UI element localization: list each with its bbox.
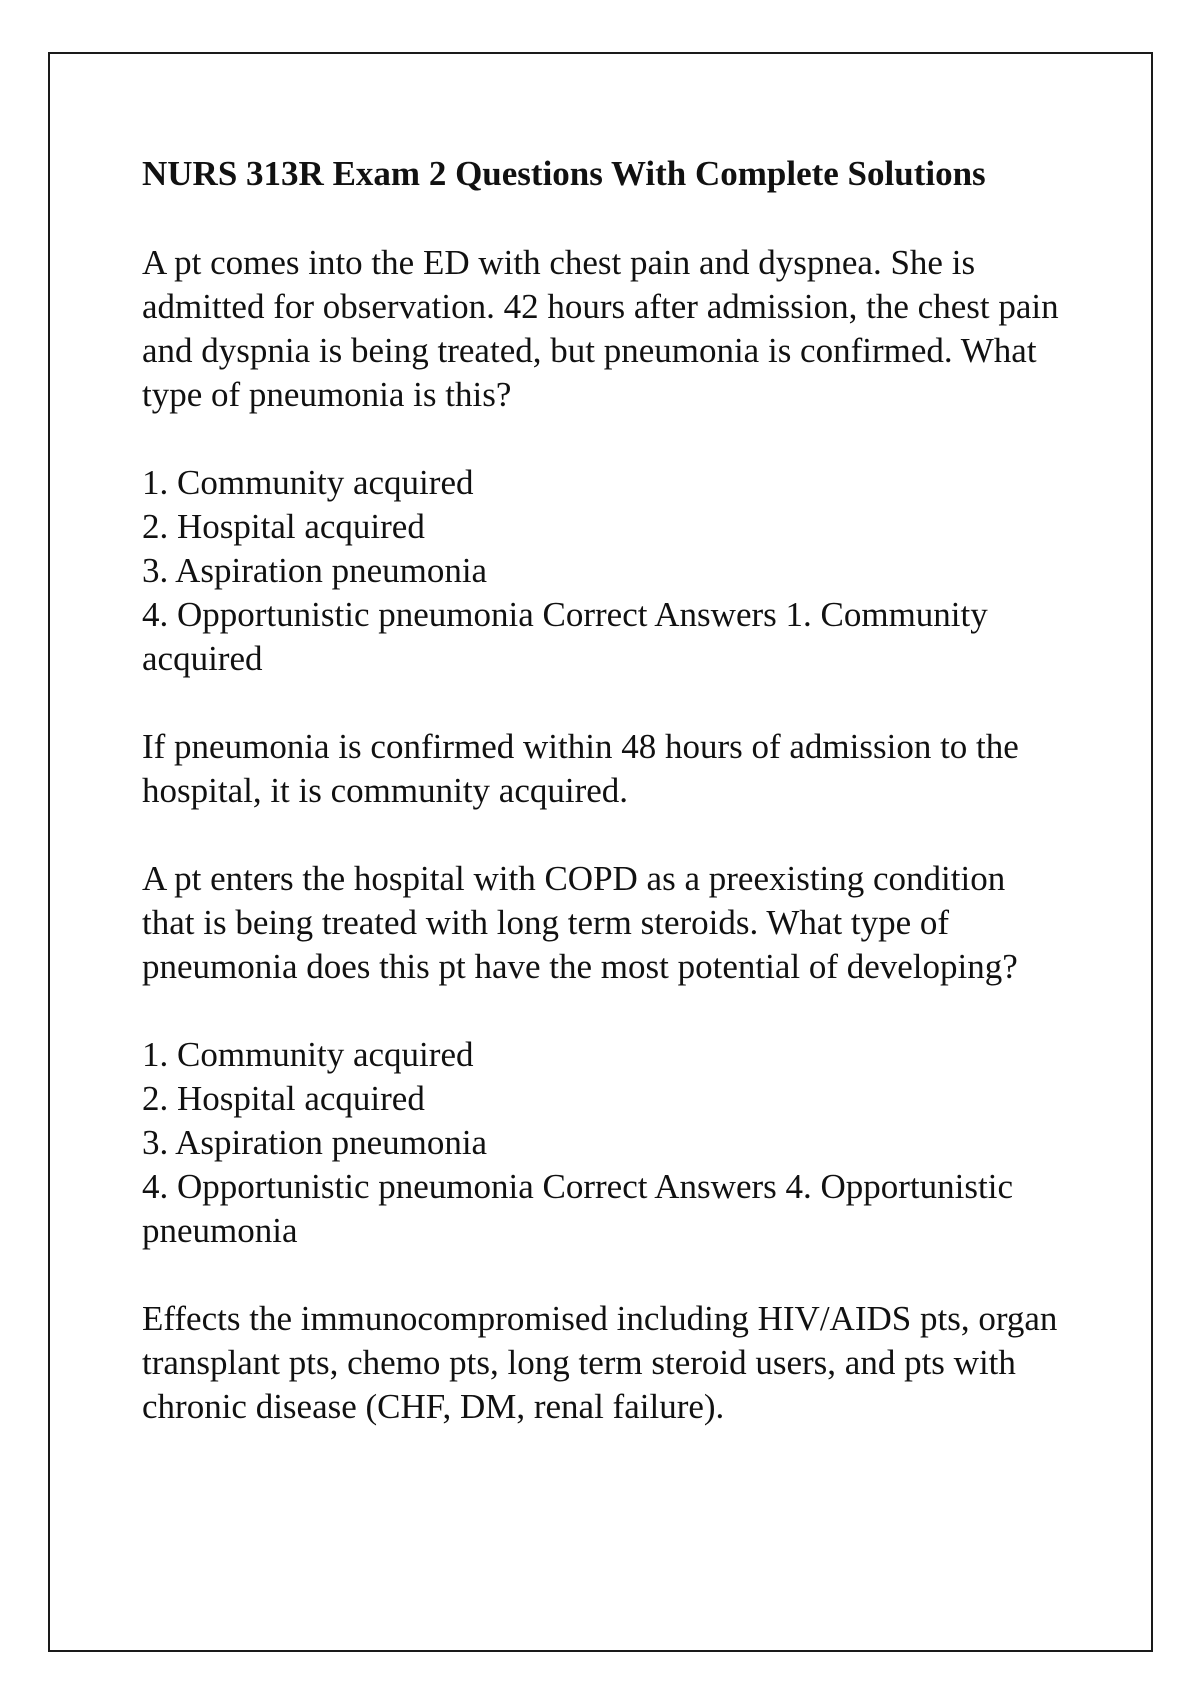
question-text: A pt enters the hospital with COPD as a preexisting condition that is being treated with long term steroids. What type of pneumonia does this pt have the most potential of developing? (142, 859, 1018, 986)
answer-option: 1. Community acquired (142, 463, 474, 502)
document-title: NURS 313R Exam 2 Questions With Complete Solutions (142, 154, 986, 193)
answer-options (142, 1033, 1062, 1253)
answer-option: 3. Aspiration pneumonia (142, 1123, 488, 1162)
answer-option-with-correct-answer: 4. Opportunistic pneumonia Correct Answers 4. Opportunistic pneumonia (142, 1167, 1013, 1250)
answer-option: 1. Community acquired (142, 1035, 474, 1074)
answer-option-with-correct-answer: 4. Opportunistic pneumonia Correct Answers 1. Community acquired (142, 595, 988, 678)
question-block-1 (142, 241, 1068, 813)
document-body (142, 152, 1068, 1473)
answer-option: 2. Hospital acquired (142, 507, 425, 546)
question-text: A pt comes into the ED with chest pain and dyspnea. She is admitted for observation. 42 hours after admission, the chest pain and dyspnia is being treated, but pneumonia is confirmed. What type of pneumonia is this? (142, 243, 1068, 414)
answer-explanation: Effects the immunocompromised including HIV/AIDS pts, organ transplant pts, chemo pts, long term steroid users, and pts with chronic disease (CHF, DM, renal failure). (142, 1299, 1067, 1426)
answer-explanation: If pneumonia is confirmed within 48 hours of admission to the hospital, it is community acquired. (142, 727, 1028, 810)
answer-option: 3. Aspiration pneumonia (142, 551, 488, 590)
answer-option: 2. Hospital acquired (142, 1079, 425, 1118)
answer-options (142, 461, 1062, 681)
question-block-2 (142, 857, 1067, 1429)
